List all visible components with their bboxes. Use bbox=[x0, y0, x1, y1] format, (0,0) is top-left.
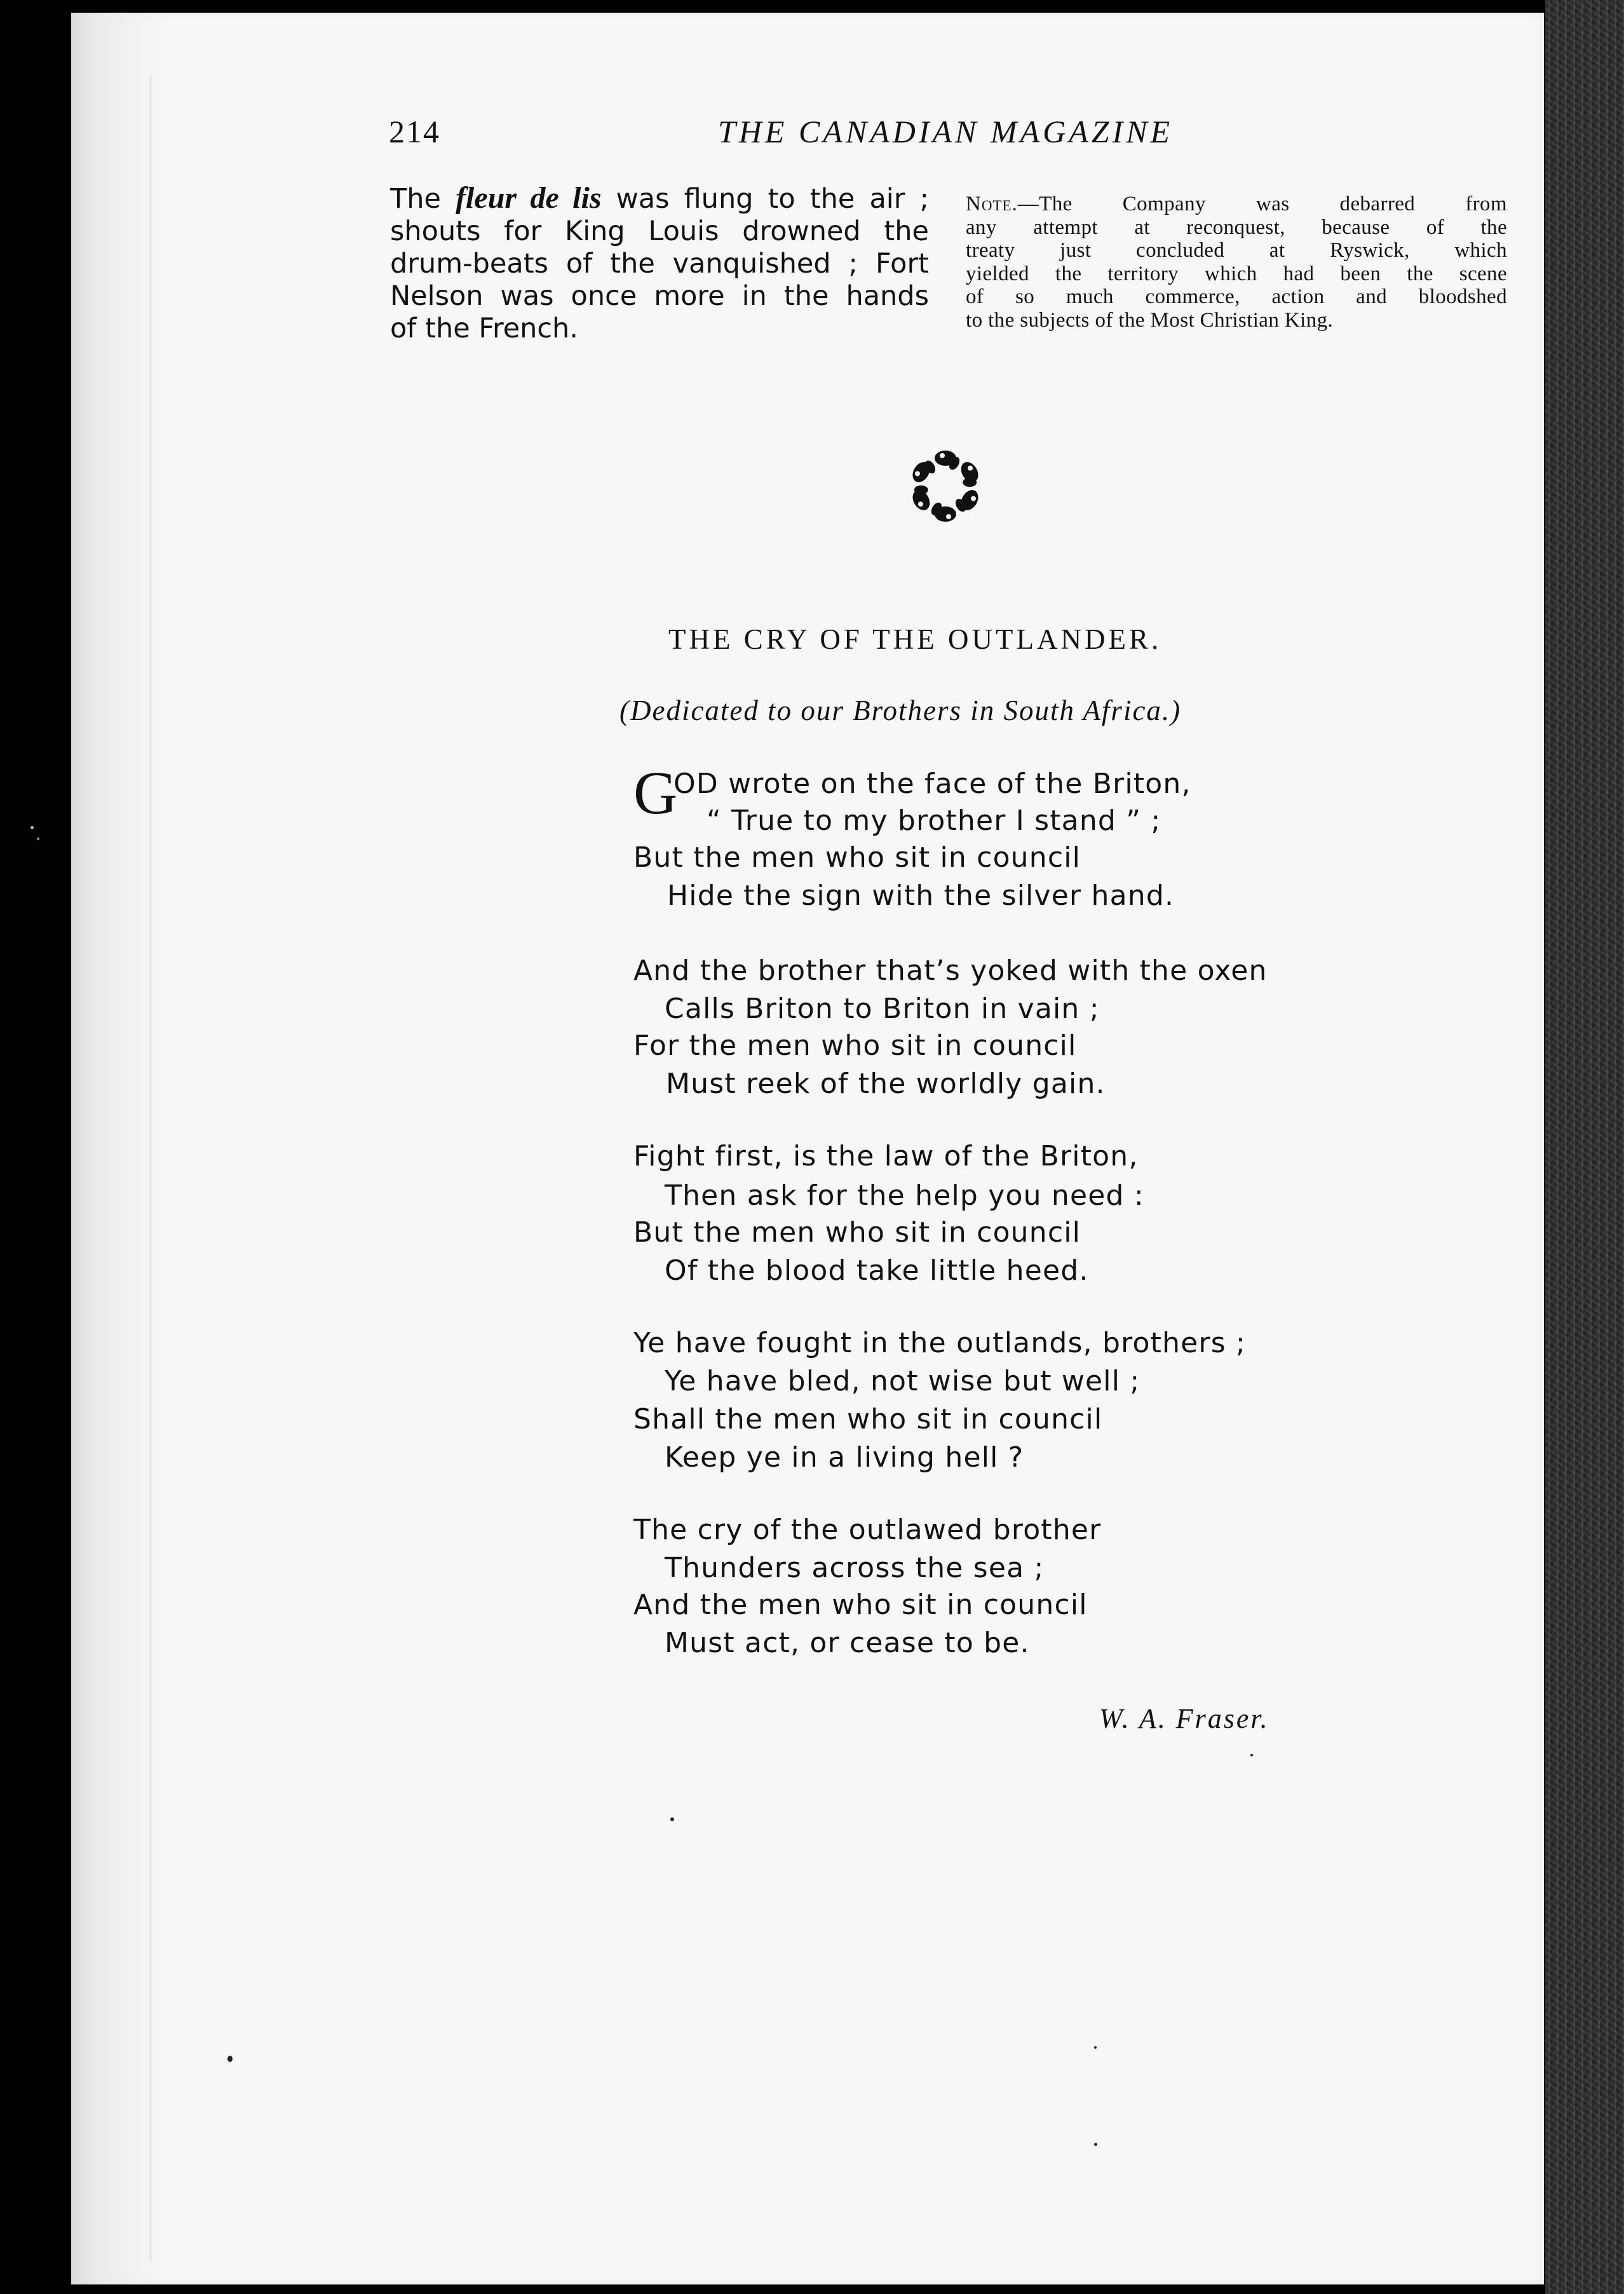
footnote-line: Note.—The Company was debarred from bbox=[966, 193, 1507, 215]
page-edge-line bbox=[150, 76, 151, 2262]
paper-speck bbox=[670, 1817, 674, 1821]
footnote-line: of so much commerce, action and bloodshed bbox=[966, 285, 1507, 308]
poem-dedication: (Dedicated to our Brothers in South Africa.) bbox=[619, 695, 1182, 726]
poem-line: Of the blood take little heed. bbox=[665, 1254, 1089, 1287]
poem-line: Must act, or cease to be. bbox=[665, 1627, 1030, 1659]
prose-italic-phrase: fleur de lis bbox=[456, 181, 602, 215]
poem-line: For the men who sit in council bbox=[633, 1029, 1077, 1062]
prose-line: drum-beats of the vanquished ; Fort bbox=[390, 248, 929, 280]
poem-line: Keep ye in a living hell ? bbox=[665, 1441, 1024, 1474]
poem-line: Shall the men who sit in council bbox=[633, 1403, 1103, 1435]
magazine-title: THE CANADIAN MAGAZINE bbox=[718, 114, 1174, 149]
poem-line: Ye have fought in the outlands, brothers ; bbox=[633, 1327, 1247, 1359]
paper-speck bbox=[1094, 2046, 1097, 2049]
poem-line: And the men who sit in council bbox=[633, 1589, 1088, 1621]
prose-line: of the French. bbox=[390, 313, 578, 344]
poem-title: THE CRY OF THE OUTLANDER. bbox=[668, 623, 1162, 655]
drop-cap: G bbox=[633, 759, 678, 827]
footnote bbox=[966, 193, 1507, 332]
prose-line: shouts for King Louis drowned the bbox=[390, 215, 929, 247]
poem-line: But the men who sit in council bbox=[633, 841, 1081, 874]
poem-line: Must reek of the worldly gain. bbox=[666, 1068, 1106, 1100]
scan-speck bbox=[37, 838, 39, 840]
scan-speck bbox=[30, 826, 34, 829]
poem-line: “ True to my brother I stand ” ; bbox=[707, 804, 1161, 837]
scanner-background-strip bbox=[1545, 0, 1624, 2294]
poem-line: Fight first, is the law of the Briton, bbox=[633, 1140, 1139, 1172]
poem-line: OD wrote on the face of the Briton, bbox=[673, 768, 1191, 800]
page-number: 214 bbox=[389, 114, 440, 149]
footnote-line: any attempt at reconquest, because of the bbox=[966, 215, 1507, 239]
poem-line: Thunders across the sea ; bbox=[665, 1552, 1045, 1584]
poem-line: Ye have bled, not wise but well ; bbox=[665, 1365, 1140, 1397]
poem-line: Calls Briton to Briton in vain ; bbox=[665, 993, 1100, 1025]
poem-line: The cry of the outlawed brother bbox=[633, 1514, 1102, 1546]
poem-line: Then ask for the help you need : bbox=[665, 1179, 1144, 1212]
poem-line: Hide the sign with the silver hand. bbox=[667, 879, 1175, 912]
footnote-line: treaty just concluded at Ryswick, which bbox=[966, 239, 1507, 262]
footnote-line: yielded the territory which had been the scene bbox=[966, 262, 1507, 285]
page-fold-shadow bbox=[71, 13, 166, 2284]
prose-line: Nelson was once more in the hands bbox=[390, 280, 929, 312]
paper-speck bbox=[1094, 2143, 1097, 2146]
paper-speck bbox=[227, 2056, 233, 2062]
poem-line: And the brother that’s yoked with the oxen bbox=[633, 954, 1268, 987]
poem-line: But the men who sit in council bbox=[633, 1216, 1081, 1249]
footnote-line: to the subjects of the Most Christian King. bbox=[966, 308, 1334, 332]
prose-paragraph bbox=[390, 182, 929, 345]
paper-speck bbox=[1250, 1754, 1253, 1756]
decorative-wreath-ornament-icon bbox=[904, 445, 987, 527]
poem-author: W. A. Fraser. bbox=[1099, 1703, 1269, 1734]
note-label: Note. bbox=[966, 193, 1018, 215]
prose-line: The fleur de lis was flung to the air ; bbox=[390, 181, 929, 215]
